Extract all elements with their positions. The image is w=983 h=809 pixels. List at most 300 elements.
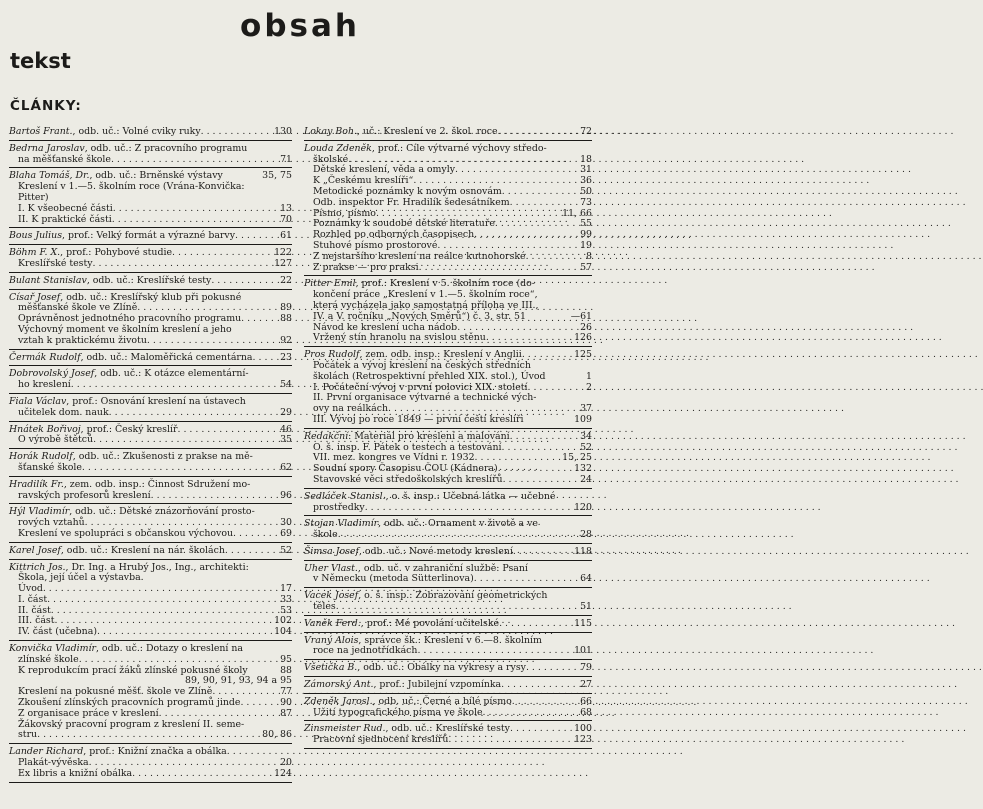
toc-entry [9, 643, 292, 744]
toc-page-number: 132 [574, 463, 592, 475]
toc-page-number: 72 [580, 126, 592, 137]
toc-page-number: 104 [274, 626, 292, 638]
toc-author: Pitter Emil [304, 278, 356, 290]
dot-leader [233, 529, 278, 540]
toc-entry [304, 635, 592, 661]
dot-leader [498, 127, 579, 138]
dot-leader [93, 259, 273, 270]
toc-title: II. K praktické části [18, 213, 112, 225]
toc-author: Lokay Boh. [304, 126, 357, 137]
toc-page-number: 96 [280, 489, 292, 501]
toc-title: Pitter) [18, 191, 49, 203]
toc-page-number: 101 [574, 645, 592, 657]
toc-page-number: 13 [280, 202, 292, 214]
toc-line [304, 415, 592, 426]
toc-page-number: 95 [280, 653, 292, 665]
toc-page-number: 61 [280, 230, 292, 242]
dot-leader [113, 204, 278, 215]
dot-leader [112, 215, 278, 226]
toc-entry [9, 424, 292, 450]
toc-title: Stuhové písmo prostorové [313, 239, 438, 251]
dot-leader [499, 619, 572, 630]
toc-author: Blaha Tomáš, Dr. [9, 170, 90, 182]
toc-page-number: 30 [280, 517, 292, 529]
toc-entry [9, 352, 292, 367]
toc-title: Kreslení ve spolupráci s občanskou výchovou [18, 527, 233, 539]
toc-page-number: 90 [280, 697, 292, 709]
toc-title: , odb. uč.: Černé a bílé písmo [372, 695, 512, 707]
toc-title: IV. a V. ročníku „Nových Směrů“) č. 3, str. 51 [313, 310, 526, 322]
toc-title: Z organisace práce v kreslení [18, 707, 159, 719]
dot-leader [151, 491, 278, 502]
toc-line [9, 730, 292, 741]
toc-line [9, 463, 292, 474]
toc-title: , Dr. Ing. a Hrubý Jos., Ing., architekti: [65, 561, 249, 573]
toc-line-text [18, 769, 132, 780]
toc-entry [9, 247, 292, 273]
dot-leader [338, 530, 578, 541]
toc-title: měšťanské škole ve Zlíně [18, 302, 138, 314]
toc-page-number: 73 [580, 196, 592, 208]
toc-line-text [9, 546, 225, 557]
toc-author: Čermák Rudolf [9, 351, 81, 363]
toc-title: , odb. uč.: Obálky na výkresy a rysy [357, 662, 526, 674]
dot-leader [132, 769, 272, 780]
toc-page-number: 66 [580, 695, 592, 707]
toc-line [9, 336, 292, 347]
toc-line-text [9, 353, 253, 364]
toc-title: prostředky [313, 501, 365, 513]
toc-line [9, 231, 292, 242]
dot-leader [225, 546, 278, 557]
toc-page-number: 35 [280, 434, 292, 446]
toc-title: školské [313, 153, 349, 165]
toc-title: Užití typografického písma ve škole [313, 706, 483, 718]
toc-title: , odb. uč.: Dětské znázorňování prosto- [69, 506, 255, 518]
dot-leader [417, 646, 572, 657]
toc-page-number: 33 [280, 593, 292, 605]
toc-entry [304, 278, 592, 347]
toc-line-text [18, 529, 233, 540]
toc-title: , odb. uč.: Zkušenosti z prakse na mě- [72, 451, 253, 463]
toc-line [304, 530, 592, 541]
toc-page-number: 80, 86 [262, 729, 292, 741]
toc-page-number: 115 [574, 617, 592, 629]
toc-line-text [313, 415, 523, 426]
toc-line [9, 215, 292, 226]
toc-title: končení práce „Kreslení v 1.—5. školním roce“, [313, 289, 538, 301]
toc-line-text [18, 491, 151, 502]
toc-title: II. První organisace výtvarné a technické vých- [313, 392, 537, 404]
toc-line [304, 646, 592, 657]
toc-title: roce na jednotřídkách [313, 645, 418, 657]
toc-page-number: 20 [280, 757, 292, 769]
toc-title: Výchovný moment ve školním kreslení a jeho [18, 323, 232, 335]
toc-line [9, 769, 292, 780]
toc-page-number: 92 [280, 334, 292, 346]
toc-title: Odb. inspektor Fr. Hradilík šedesátníkem [313, 196, 510, 208]
toc-title: , zem. odb. insp.: Kreslení v Anglii [359, 349, 522, 361]
toc-author: Lander Richard [9, 746, 84, 758]
toc-title: ovy na reálkách [313, 403, 388, 415]
toc-page-number: 54 [280, 379, 292, 391]
toc-page-number: 26 [580, 321, 592, 333]
toc-page-number: 31 [580, 164, 592, 176]
toc-page-number: 125 [574, 349, 592, 361]
toc-author: Hýl Vladimír [9, 506, 70, 518]
toc-page-number: 130 [274, 126, 292, 137]
toc-title: K reprodukcím prací žáků zlínské pokusné školy [18, 664, 248, 676]
toc-title: K „Českému kreslíři“ [313, 175, 414, 187]
toc-author: Šimsa Josef [304, 545, 359, 557]
toc-line [9, 408, 292, 419]
toc-page-number: 1 [586, 370, 592, 382]
toc-page-number: 69 [280, 527, 292, 539]
toc-entry [304, 518, 592, 544]
toc-title: Písmo, písmo [313, 207, 376, 219]
toc-line-text [18, 463, 82, 474]
toc-page-number: 11, 66 [562, 207, 592, 219]
toc-author: Zinsmeister Rud. [304, 723, 386, 735]
toc-entry [304, 618, 592, 633]
toc-line [304, 127, 592, 138]
toc-page-number: 34 [580, 430, 592, 442]
dot-leader [201, 127, 272, 138]
toc-title: Kreslení v 1.—5. školním roce (Vrána-Konvička: [18, 181, 245, 193]
toc-title: na měšťanské škole [18, 153, 111, 165]
toc-line-text [18, 336, 147, 347]
toc-page-number: 99 [580, 229, 592, 241]
toc-line-text [9, 231, 235, 242]
dot-leader [235, 231, 278, 242]
toc-page-number: 64 [580, 573, 592, 585]
toc-title: , odb. uč.: Kreslířské testy [86, 274, 212, 286]
toc-entry [9, 368, 292, 394]
toc-entry [304, 679, 592, 694]
toc-line [9, 155, 292, 166]
toc-author: Zámorský Ant. [304, 679, 374, 691]
toc-page-number: 102 [274, 615, 292, 627]
toc-author: Vaněk Ferd. [304, 617, 361, 629]
toc-title: Kreslířské testy [18, 257, 93, 269]
toc-page-number: 23 [280, 351, 292, 363]
toc-line-text [313, 530, 338, 541]
toc-line-text [313, 333, 486, 344]
toc-author: Konvička Vladimír [9, 643, 96, 655]
toc-title: III. část [18, 615, 55, 627]
toc-title: šťanské škole [18, 461, 82, 473]
toc-line [304, 680, 592, 691]
toc-title: Žákovský pracovní program z kreslení II. seme- [18, 718, 245, 730]
toc-line-text [18, 259, 93, 270]
toc-title: , prof.: Knižní značka a obálka [83, 746, 227, 758]
toc-page-number: 127 [274, 257, 292, 269]
toc-title: vztah k praktickému životu [18, 334, 147, 346]
toc-line [304, 333, 592, 344]
toc-title: , prof.: Osnování kreslení na ústavech [66, 395, 246, 407]
toc-page-number: 77 [280, 686, 292, 698]
toc-line [304, 574, 592, 585]
toc-author: Hnátek Bořivoj [9, 423, 81, 435]
toc-page-number: 89 [280, 302, 292, 314]
toc-page-number: 126 [574, 332, 592, 344]
toc-entry [9, 506, 292, 542]
toc-line-text [313, 646, 417, 657]
toc-page-number: —61 [570, 310, 592, 322]
dot-leader [71, 380, 278, 391]
toc-page-number: 19 [580, 239, 592, 251]
toc-title: , prof.: Kreslení v 5. školním roce (do- [355, 278, 535, 290]
dot-leader [510, 432, 578, 443]
toc-page-number: 57 [580, 261, 592, 273]
toc-entry [9, 545, 292, 560]
toc-author: Vacek Josef [304, 590, 359, 602]
toc-title: , odb. uč.: K otázce elementární- [94, 368, 249, 380]
toc-title: Plakát-vývěska [18, 757, 89, 769]
toc-line [9, 380, 292, 391]
right-column [304, 126, 592, 751]
toc-page-number: 51 [580, 601, 592, 613]
toc-page-number: 109 [574, 413, 592, 425]
toc-page-number: 55 [580, 218, 592, 230]
toc-title: těles [313, 601, 336, 613]
toc-line-text [9, 127, 201, 138]
toc-page-number: 71 [280, 153, 292, 165]
toc-page-number: 24 [580, 473, 592, 485]
dot-leader [111, 155, 278, 166]
toc-entry [304, 491, 592, 517]
dot-leader [526, 663, 578, 674]
toc-page-number: 46 [280, 423, 292, 435]
toc-line-text [18, 627, 97, 638]
toc-author: Uher Vlast. [304, 562, 358, 574]
dot-leader [365, 503, 572, 514]
toc-title: škole [313, 529, 338, 541]
toc-entry [304, 590, 592, 616]
toc-title: , odb. uč.: Brněnské výstavy [89, 170, 223, 182]
toc-title: , odb. uč.: Z pracovního programu [84, 142, 248, 154]
toc-line-text [304, 663, 526, 674]
toc-entry [304, 431, 592, 489]
toc-line-text [304, 547, 513, 558]
toc-line-text [313, 263, 419, 274]
toc-title: školách (Retrospektivní přehled XIX. stol.), Úvod [313, 370, 546, 382]
toc-line [304, 663, 592, 674]
dot-leader [82, 463, 278, 474]
toc-page-number: 118 [574, 545, 592, 557]
toc-author: Pros Rudolf [304, 349, 360, 361]
toc-title: I. K všeobecné části [18, 202, 113, 214]
toc-title: : Materiál pro kreslení a malování [348, 430, 510, 442]
toc-page-number: 62 [280, 461, 292, 473]
toc-title: Úvod [18, 583, 43, 595]
toc-title: Ex libris a knižní obálka [18, 767, 133, 779]
toc-title: , odb. uč.: Nové metody kreslení [358, 545, 513, 557]
dot-leader [486, 333, 572, 344]
toc-title: ravských profesorů kreslení [18, 489, 151, 501]
toc-title: , prof.: Pohybové studie [60, 247, 172, 259]
dot-leader [241, 314, 278, 325]
dot-leader [448, 735, 572, 746]
dot-leader [483, 708, 579, 719]
toc-author: Sedláček Stanisl. [304, 490, 386, 502]
toc-title: , prof.: Jubilejní vzpomínka [373, 679, 502, 691]
toc-page-number: 29 [280, 406, 292, 418]
toc-page-number: 17 [280, 583, 292, 595]
toc-author: Horák Rudolf [9, 451, 73, 463]
toc-entry [9, 479, 292, 505]
dot-leader [97, 627, 272, 638]
toc-page-number: 15, 25 [562, 452, 592, 464]
toc-line [9, 491, 292, 502]
toc-title: , správce šk.: Kreslení v 6.—8. školním [358, 634, 542, 646]
toc-line-text [18, 155, 111, 166]
toc-title: Kreslení na pokusné měšť. škole ve Zlíně [18, 686, 213, 698]
toc-title: která vycházela jako samostatná příloha ve III., [313, 299, 539, 311]
toc-line-text [313, 708, 483, 719]
toc-author: Kittrich Jos. [9, 561, 66, 573]
toc-title: , odb. uč.: Maloměřická cementárna [80, 351, 253, 363]
toc-line [9, 546, 292, 557]
toc-line-text [18, 182, 245, 193]
dot-leader [253, 353, 279, 364]
toc-page-number: 123 [574, 734, 592, 746]
toc-page-number: 124 [274, 767, 292, 779]
toc-line-text [304, 680, 501, 691]
toc-title: , odb. uč.: Kreslení na nár. školách [60, 544, 225, 556]
toc-title: , prof.: Mé povolání učitelské [360, 617, 500, 629]
toc-line [304, 619, 592, 630]
toc-entry [9, 451, 292, 477]
toc-title: III. Vývoj po roce 1849 — první čeští kreslíři [313, 413, 524, 425]
toc-page-number: 27 [580, 679, 592, 691]
toc-entry [304, 563, 592, 589]
toc-line-text [313, 475, 503, 486]
toc-entry [304, 126, 592, 141]
toc-title: VII. mez. kongres ve Vídni r. 1932 [313, 452, 475, 464]
toc-author: Fiala Václav [9, 395, 67, 407]
toc-title: , o. š. insp.: Učebná látka — učebné [385, 490, 556, 502]
toc-line [304, 708, 592, 719]
toc-author: Louda Zdeněk [304, 142, 372, 154]
toc-entry [304, 696, 592, 722]
toc-title: , zem. odb. insp.: Činnost Sdružení mo- [63, 478, 251, 490]
toc-author: Karel Josef [9, 544, 61, 556]
toc-title: II. část [18, 604, 51, 616]
toc-title: Vržený stín hranolu na svislou stěnu [313, 332, 486, 344]
toc-author: Vraný Alois [304, 634, 359, 646]
toc-entry [304, 143, 592, 277]
toc-title: Návod ke kreslení ucha nádob [313, 321, 458, 333]
toc-line [9, 529, 292, 540]
toc-title: stru [18, 729, 38, 741]
toc-author: Bedrna Jaroslav [9, 142, 85, 154]
toc-title: Oprávněnost jednotného pracovního programu [18, 313, 242, 325]
toc-page-number: 35, 75 [262, 170, 292, 182]
toc-title: , o. š. insp.: Zobrazování geometrických [358, 590, 548, 602]
dot-leader [503, 475, 578, 486]
toc-title: , odb. uč. v zahraniční službě: Psaní [357, 562, 528, 574]
toc-page-number: 122 [274, 247, 292, 259]
toc-line-text [18, 380, 71, 391]
section-heading: ČLÁNKY: [10, 98, 82, 114]
toc-author: Všetička B. [304, 662, 358, 674]
toc-author: Böhm F. X. [9, 247, 61, 259]
toc-title: Škola, její účel a výstavba. [18, 572, 144, 584]
dot-leader [419, 263, 578, 274]
toc-author: Císař Josef [9, 291, 61, 303]
toc-title: ho kreslení [18, 379, 71, 391]
left-column [9, 126, 292, 785]
toc-page-number: 52 [580, 441, 592, 453]
toc-line [9, 276, 292, 287]
toc-page-number: 79 [580, 662, 592, 674]
toc-line [9, 435, 292, 446]
toc-page-number: 53 [280, 604, 292, 616]
toc-page-number: 88 [280, 664, 292, 676]
toc-title: , odb. uč.: Dotazy o kreslení na [95, 643, 244, 655]
toc-line [9, 259, 292, 270]
toc-author: Zdeněk Jarosl. [304, 695, 373, 707]
toc-line-text [313, 574, 474, 585]
toc-title: Z nejstaršího kreslení na reálce kutnohorské [313, 250, 526, 262]
toc-title: , odb. uč.: Kreslířské testy [385, 723, 510, 735]
toc-title: I. část [18, 593, 48, 605]
toc-line [304, 475, 592, 486]
toc-title: , prof.: Cíle výtvarné výchovy středo- [371, 142, 547, 154]
toc-entry [304, 662, 592, 677]
toc-title: IV. část (učebna) [18, 626, 97, 638]
dot-leader [93, 435, 278, 446]
toc-line-text [18, 408, 109, 419]
toc-title: , prof.: Velký formát a výrazné barvy [62, 230, 235, 242]
toc-title: Počátek a vývoj kreslení na českých středních [313, 359, 531, 371]
dot-leader [37, 730, 260, 741]
dot-leader [147, 336, 278, 347]
toc-author: Stojan Vladimír [304, 518, 379, 530]
toc-line [304, 735, 592, 746]
toc-title: Metodické poznámky k novým osnovám [313, 185, 502, 197]
toc-line-text [304, 619, 499, 630]
toc-page-number: 88 [280, 313, 292, 325]
dot-leader [211, 276, 278, 287]
toc-title: , uč.: Kreslení ve 2. škol. roce [356, 126, 498, 137]
section-subtitle: tekst [10, 49, 71, 73]
toc-line-text [18, 730, 37, 741]
toc-line-text [9, 276, 211, 287]
toc-title: Soudní spory Časopisu ČOU (Kádnera) [313, 463, 498, 475]
toc-author: Redakční [304, 430, 349, 442]
toc-page-number: 52 [280, 544, 292, 556]
toc-page-number: 37 [580, 403, 592, 415]
toc-line [304, 602, 592, 613]
toc-title: O výrobě štětců [18, 434, 94, 446]
toc-entry [9, 126, 292, 141]
toc-title: Pracovní sjednocení kreslířů [313, 734, 449, 746]
toc-line-text [18, 215, 112, 226]
toc-author: Bous Julius [9, 230, 63, 242]
toc-title: Dětské kreslení, věda a omyly [313, 164, 456, 176]
toc-line-text [18, 435, 93, 446]
toc-entry [9, 292, 292, 350]
toc-entry [9, 275, 292, 290]
toc-entry [9, 170, 292, 228]
dot-leader [513, 547, 572, 558]
toc-title: O. š. insp. F. Pátek o testech a testování [313, 441, 502, 453]
toc-page-number: 89, 90, 91, 93, 94 a 95 [185, 675, 292, 687]
toc-page-number: 18 [580, 153, 592, 165]
dot-leader [109, 408, 278, 419]
